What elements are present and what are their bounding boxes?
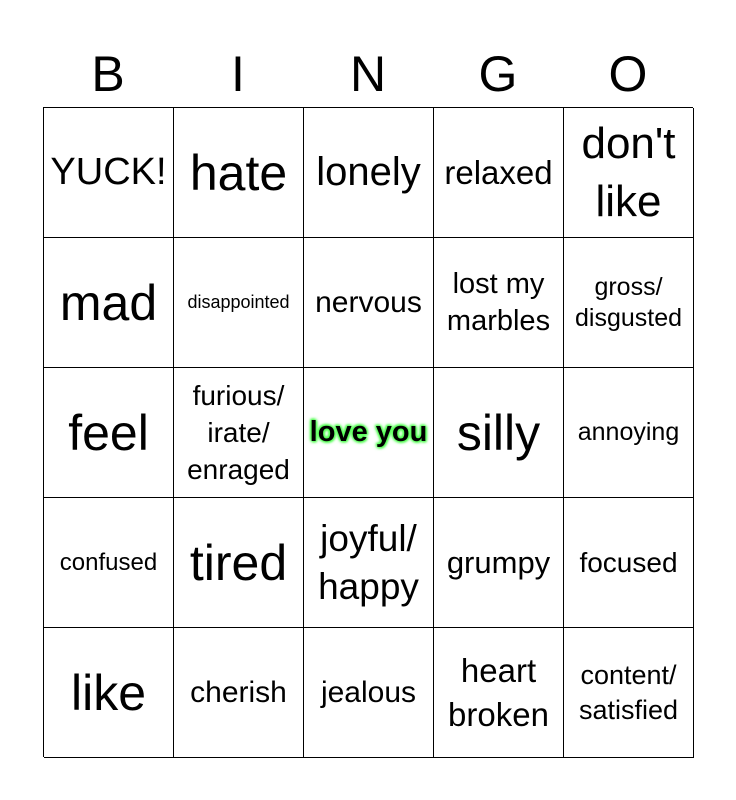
header-letter-g: G xyxy=(478,46,518,102)
cell-text: don't like xyxy=(581,118,676,226)
bingo-cell[interactable] xyxy=(44,238,174,368)
free-space-cell[interactable] xyxy=(304,368,434,498)
bingo-cell[interactable] xyxy=(174,628,304,758)
cell-text: confused xyxy=(59,548,158,576)
bingo-cell[interactable] xyxy=(434,238,564,368)
cell-text: tired xyxy=(189,534,288,591)
bingo-cell[interactable] xyxy=(44,368,174,498)
bingo-header xyxy=(43,40,693,108)
cell-text: lost my marbles xyxy=(446,267,551,337)
header-letter-i: I xyxy=(231,46,245,102)
cell-text: relaxed xyxy=(444,153,553,191)
free-space-text: love you xyxy=(309,416,428,448)
header-letter-o: O xyxy=(608,46,648,102)
header-letter-n: N xyxy=(349,46,387,102)
cell-text: heart broken xyxy=(448,651,549,733)
bingo-cell[interactable] xyxy=(44,108,174,238)
cell-text: YUCK! xyxy=(50,151,167,193)
bingo-cell[interactable] xyxy=(564,238,694,368)
bingo-cell[interactable] xyxy=(564,498,694,628)
header-letter-b: B xyxy=(91,46,125,102)
bingo-cell[interactable] xyxy=(304,238,434,368)
cell-text: feel xyxy=(68,404,149,461)
cell-text: silly xyxy=(456,404,541,461)
cell-text: focused xyxy=(579,546,678,578)
cell-text: mad xyxy=(59,274,158,331)
cell-text: content/ satisfied xyxy=(578,659,679,725)
bingo-cell[interactable] xyxy=(564,628,694,758)
bingo-cell[interactable] xyxy=(44,628,174,758)
cell-text: disappointed xyxy=(187,292,290,312)
bingo-cell[interactable] xyxy=(564,368,694,498)
bingo-cell[interactable] xyxy=(174,238,304,368)
cell-text: furious/ irate/ enraged xyxy=(187,380,290,485)
cell-text: like xyxy=(70,664,147,721)
bingo-cell[interactable] xyxy=(434,498,564,628)
bingo-card-grid xyxy=(43,107,693,757)
cell-text: nervous xyxy=(315,285,422,319)
bingo-cell[interactable] xyxy=(304,108,434,238)
bingo-cell[interactable] xyxy=(44,498,174,628)
cell-text: jealous xyxy=(320,675,417,709)
bingo-cell[interactable] xyxy=(434,108,564,238)
cell-text: lonely xyxy=(316,150,421,194)
bingo-cell[interactable] xyxy=(434,628,564,758)
cell-text: hate xyxy=(189,144,288,201)
cell-text: joyful/ happy xyxy=(318,517,419,607)
cell-text: cherish xyxy=(190,675,287,709)
bingo-cell[interactable] xyxy=(304,628,434,758)
bingo-cell[interactable] xyxy=(174,498,304,628)
bingo-cell[interactable] xyxy=(304,498,434,628)
bingo-cell[interactable] xyxy=(434,368,564,498)
cell-text: annoying xyxy=(577,418,680,446)
bingo-cell[interactable] xyxy=(174,368,304,498)
cell-text: gross/ disgusted xyxy=(574,272,683,332)
cell-text: grumpy xyxy=(446,544,551,580)
bingo-cell[interactable] xyxy=(564,108,694,238)
bingo-cell[interactable] xyxy=(174,108,304,238)
